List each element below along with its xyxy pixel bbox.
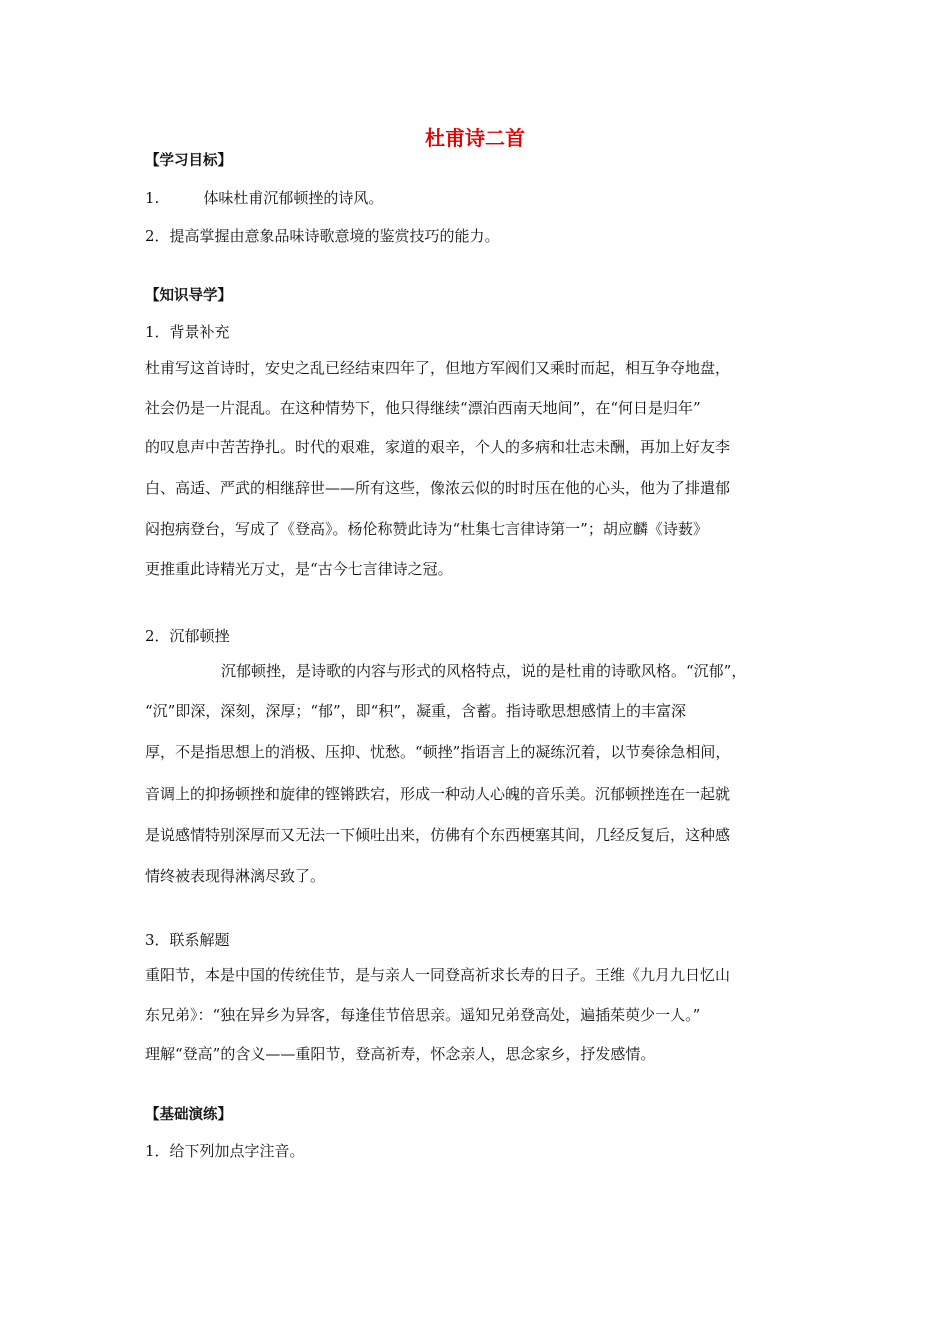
goals-item-1-text: 体味杜甫沉郁顿挫的诗风。	[203, 189, 384, 207]
background-line-2: 社会仍是一片混乱。在这种情势下，他只得继续“漂泊西南天地间”，在“何日是归年”	[145, 399, 701, 417]
style-line-6: 情终被表现得淋漓尽致了。	[145, 867, 326, 885]
title-link-line-2: 东兄弟》：“独在异乡为异客，每逢佳节倍思亲。遥知兄弟登高处，遍插茱萸少一人。”	[145, 1006, 701, 1024]
background-line-3: 的叹息声中苦苦挣扎。时代的艰难，家道的艰辛，个人的多病和壮志未酬，再加上好友李	[145, 438, 731, 456]
goals-heading: 【学习目标】	[145, 153, 232, 169]
title-link-line-3: 理解“登高”的含义——重阳节，登高祈寿，怀念亲人，思念家乡，抒发感情。	[145, 1045, 656, 1063]
style-line-1	[145, 660, 746, 682]
goals-item-2: 2．提高掌握由意象品味诗歌意境的鉴赏技巧的能力。	[145, 227, 500, 245]
style-line-1-text: 沉郁顿挫，是诗歌的内容与形式的风格特点，说的是杜甫的诗歌风格。“沉郁”，	[221, 662, 747, 680]
page-title: 杜甫诗二首	[425, 126, 525, 150]
background-line-4: 白、高适、严武的相继辞世——所有这些，像浓云似的时时压在他的心头，他为了排遣郁	[145, 479, 731, 497]
style-line-4: 音调上的抑扬顿挫和旋律的铿锵跌宕，形成一种动人心魄的音乐美。沉郁顿挫连在一起就	[145, 785, 731, 803]
background-line-6: 更推重此诗精光万丈，是“古今七言律诗之冠。	[145, 560, 453, 578]
style-line-5: 是说感情特别深厚而又无法一下倾吐出来，仿佛有个东西梗塞其间，几经反复后，这种感	[145, 826, 731, 844]
style-line-3: 厚，不是指思想上的消极、压抑、忧愁。“顿挫”指语言上的凝练沉着，以节奏徐急相间，	[145, 743, 731, 761]
background-label: 1．背景补充	[145, 323, 230, 341]
style-line-2: “沉”即深，深刻，深厚；“郁”，即“积”，凝重，含蓄。指诗歌思想感情上的丰富深	[145, 702, 687, 720]
title-link-label: 3．联系解题	[145, 931, 230, 949]
goals-item-1	[145, 187, 383, 209]
background-line-5: 闷抱病登台，写成了《登高》。杨伦称赞此诗为“杜集七言律诗第一”；胡应麟《诗薮》	[145, 520, 708, 538]
style-label: 2．沉郁顿挫	[145, 627, 230, 645]
practice-heading: 【基础演练】	[145, 1107, 232, 1123]
practice-item-1: 1．给下列加点字注音。	[145, 1142, 305, 1160]
background-line-1: 杜甫写这首诗时，安史之乱已经结束四年了，但地方军阀们又乘时而起，相互争夺地盘，	[145, 359, 731, 377]
goals-item-1-number: 1.	[145, 189, 160, 207]
title-link-line-1: 重阳节，本是中国的传统佳节，是与亲人一同登高祈求长寿的日子。王维《九月九日忆山	[145, 966, 731, 984]
guide-heading: 【知识导学】	[145, 288, 232, 304]
